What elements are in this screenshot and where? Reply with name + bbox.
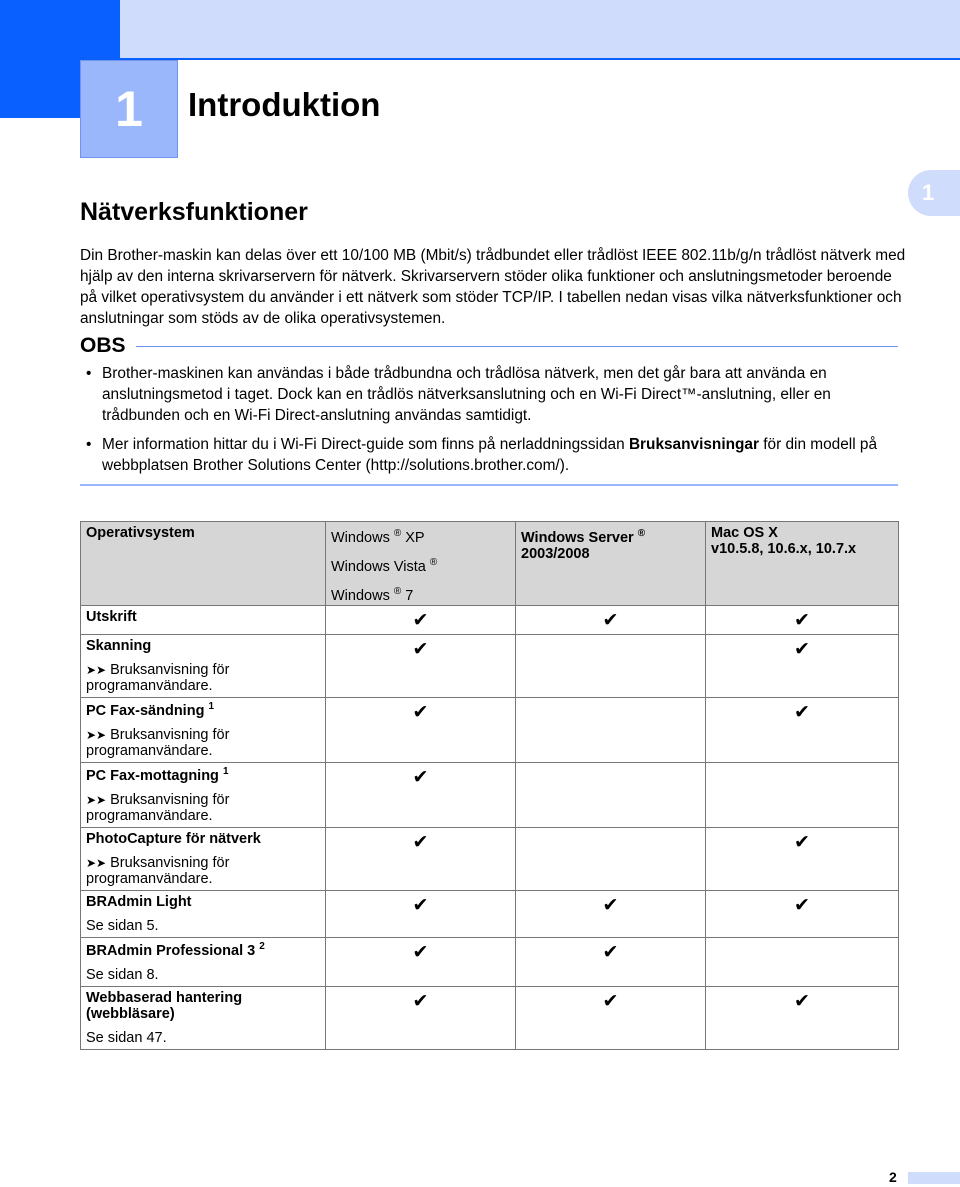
support-cell	[706, 891, 899, 938]
table-header-row	[81, 522, 899, 606]
feature-name: PC Fax-mottagning $^1$	[86, 766, 229, 785]
feature-cell	[81, 986, 326, 1049]
bullet-dot: •	[86, 365, 92, 382]
footer-bar	[908, 1172, 960, 1184]
support-cell	[326, 938, 516, 987]
note-rule-top	[136, 346, 898, 347]
support-cell	[326, 828, 516, 891]
feature-name: Utskrift	[86, 609, 137, 626]
checkmark-icon: ✔	[412, 989, 429, 1012]
chapter-title: Introduktion	[188, 86, 381, 123]
header-windows: Windows ® XP Windows Vista ® Windows ® 7	[326, 522, 516, 606]
checkmark-icon: ✔	[412, 609, 429, 632]
feature-reference: ➤➤ Bruksanvisning för programanvändare.	[86, 662, 230, 695]
note-rule-bottom	[80, 484, 898, 486]
checkmark-icon: ✔	[602, 941, 619, 964]
support-cell	[516, 606, 706, 635]
header-os: Operativsystem	[81, 522, 326, 606]
note-bullet-2-bold: Bruksanvisningar	[628, 436, 759, 453]
checkmark-icon: ✔	[794, 701, 810, 724]
checkmark-icon: ✔	[794, 989, 810, 1012]
support-cell	[516, 828, 706, 891]
feature-reference: Se sidan 8.	[86, 966, 159, 983]
checkmark-icon: ✔	[412, 638, 429, 661]
checkmark-icon: ✔	[412, 941, 429, 964]
note-bullet-2-text-a: Mer information hittar du i Wi-Fi Direct-guide som finns på nerladdningssidan	[102, 436, 629, 453]
support-cell	[706, 763, 899, 828]
feature-name: PhotoCapture för nätverk	[86, 831, 261, 848]
page-number: 2	[889, 1169, 897, 1185]
feature-cell	[81, 938, 326, 987]
support-cell	[326, 763, 516, 828]
bullet-dot: •	[86, 436, 92, 453]
table-row	[81, 891, 899, 938]
support-cell	[706, 828, 899, 891]
checkmark-icon: ✔	[794, 638, 810, 661]
note-bullet-2-text-b: för din modell på webbplatsen Brother Solutions Center (http://solutions.brother.com/).	[102, 436, 878, 474]
chapter-side-tab: 1	[908, 170, 960, 216]
checkmark-icon: ✔	[412, 701, 429, 724]
checkmark-icon: ✔	[602, 989, 619, 1012]
support-cell	[516, 635, 706, 698]
checkmark-icon: ✔	[602, 894, 619, 917]
table-body	[81, 606, 899, 1049]
feature-reference: ➤➤ Bruksanvisning för programanvändare.	[86, 855, 230, 888]
support-cell	[516, 698, 706, 763]
support-cell	[326, 698, 516, 763]
header-windows-server: Windows Server ® 2003/2008	[516, 522, 706, 606]
support-cell	[516, 891, 706, 938]
header-mac: Mac OS X v10.5.8, 10.6.x, 10.7.x	[706, 522, 899, 606]
support-cell	[706, 698, 899, 763]
note-bullet-1-text: Brother-maskinen kan användas i både trådbundna och trådlösa nätverk, men det går bara att använda en anslutningsmetod i taget. Dock kan en trådlös nätverksanslutning och en Wi-Fi Direct™-anslutning, eller en trådbunden och en Wi-Fi Direct-anslutning användas samtidigt.	[102, 365, 831, 424]
table-row	[81, 763, 899, 828]
support-cell	[516, 763, 706, 828]
header-rule	[120, 58, 960, 60]
note-heading: OBS	[80, 334, 126, 357]
support-cell	[706, 606, 899, 635]
feature-name: Webbaserad hantering (webbläsare)	[86, 989, 243, 1022]
note-bullet-1	[86, 363, 898, 426]
chapter-number: 1	[80, 60, 178, 158]
support-cell	[326, 986, 516, 1049]
table-row	[81, 986, 899, 1049]
note-bullet-2	[86, 434, 898, 476]
checkmark-icon: ✔	[602, 609, 619, 632]
feature-name: BRAdmin Professional 3 $^2$	[86, 941, 265, 959]
checkmark-icon: ✔	[412, 894, 429, 917]
feature-name: PC Fax-sändning $^1$	[86, 701, 215, 720]
header-band	[0, 0, 960, 58]
feature-reference: ➤➤ Bruksanvisning för programanvändare.	[86, 792, 230, 825]
support-cell	[706, 938, 899, 987]
feature-cell	[81, 635, 326, 698]
feature-reference: ➤➤ Bruksanvisning för programanvändare.	[86, 727, 230, 760]
checkmark-icon: ✔	[412, 766, 429, 789]
checkmark-icon: ✔	[794, 831, 810, 854]
feature-reference: Se sidan 5.	[86, 918, 159, 935]
checkmark-icon: ✔	[794, 894, 810, 917]
support-cell	[326, 606, 516, 635]
section-title: Nätverksfunktioner	[80, 198, 308, 226]
table-row	[81, 635, 899, 698]
feature-reference: Se sidan 47.	[86, 1029, 167, 1046]
feature-cell	[81, 828, 326, 891]
feature-name: Skanning	[86, 638, 152, 655]
table-row	[81, 698, 899, 763]
support-cell	[516, 938, 706, 987]
table-row	[81, 938, 899, 987]
feature-cell	[81, 606, 326, 635]
support-cell	[706, 635, 899, 698]
feature-table	[80, 521, 899, 1050]
support-cell	[326, 891, 516, 938]
note-bullets	[86, 363, 898, 484]
feature-cell	[81, 698, 326, 763]
checkmark-icon: ✔	[412, 831, 429, 854]
support-cell	[516, 986, 706, 1049]
table-row	[81, 606, 899, 635]
table-row	[81, 828, 899, 891]
feature-cell	[81, 891, 326, 938]
intro-paragraph: Din Brother-maskin kan delas över ett 10/100 MB (Mbit/s) trådbundet eller trådlöst IEEE 802.11b/g/n trådlöst nätverk med hjälp av den interna skrivarservern för nätverk. Skrivarservern stöder olika funktioner och anslutningsmetoder beroende på vilket operativsystem du använder i ett nätverk som stöder TCP/IP. I tabellen nedan visas vilka nätverksfunktioner och anslutningar som stöds av de olika operativsystemen.	[80, 247, 906, 327]
feature-cell	[81, 763, 326, 828]
support-cell	[326, 635, 516, 698]
feature-name: BRAdmin Light	[86, 894, 192, 911]
support-cell	[706, 986, 899, 1049]
checkmark-icon: ✔	[794, 609, 810, 632]
